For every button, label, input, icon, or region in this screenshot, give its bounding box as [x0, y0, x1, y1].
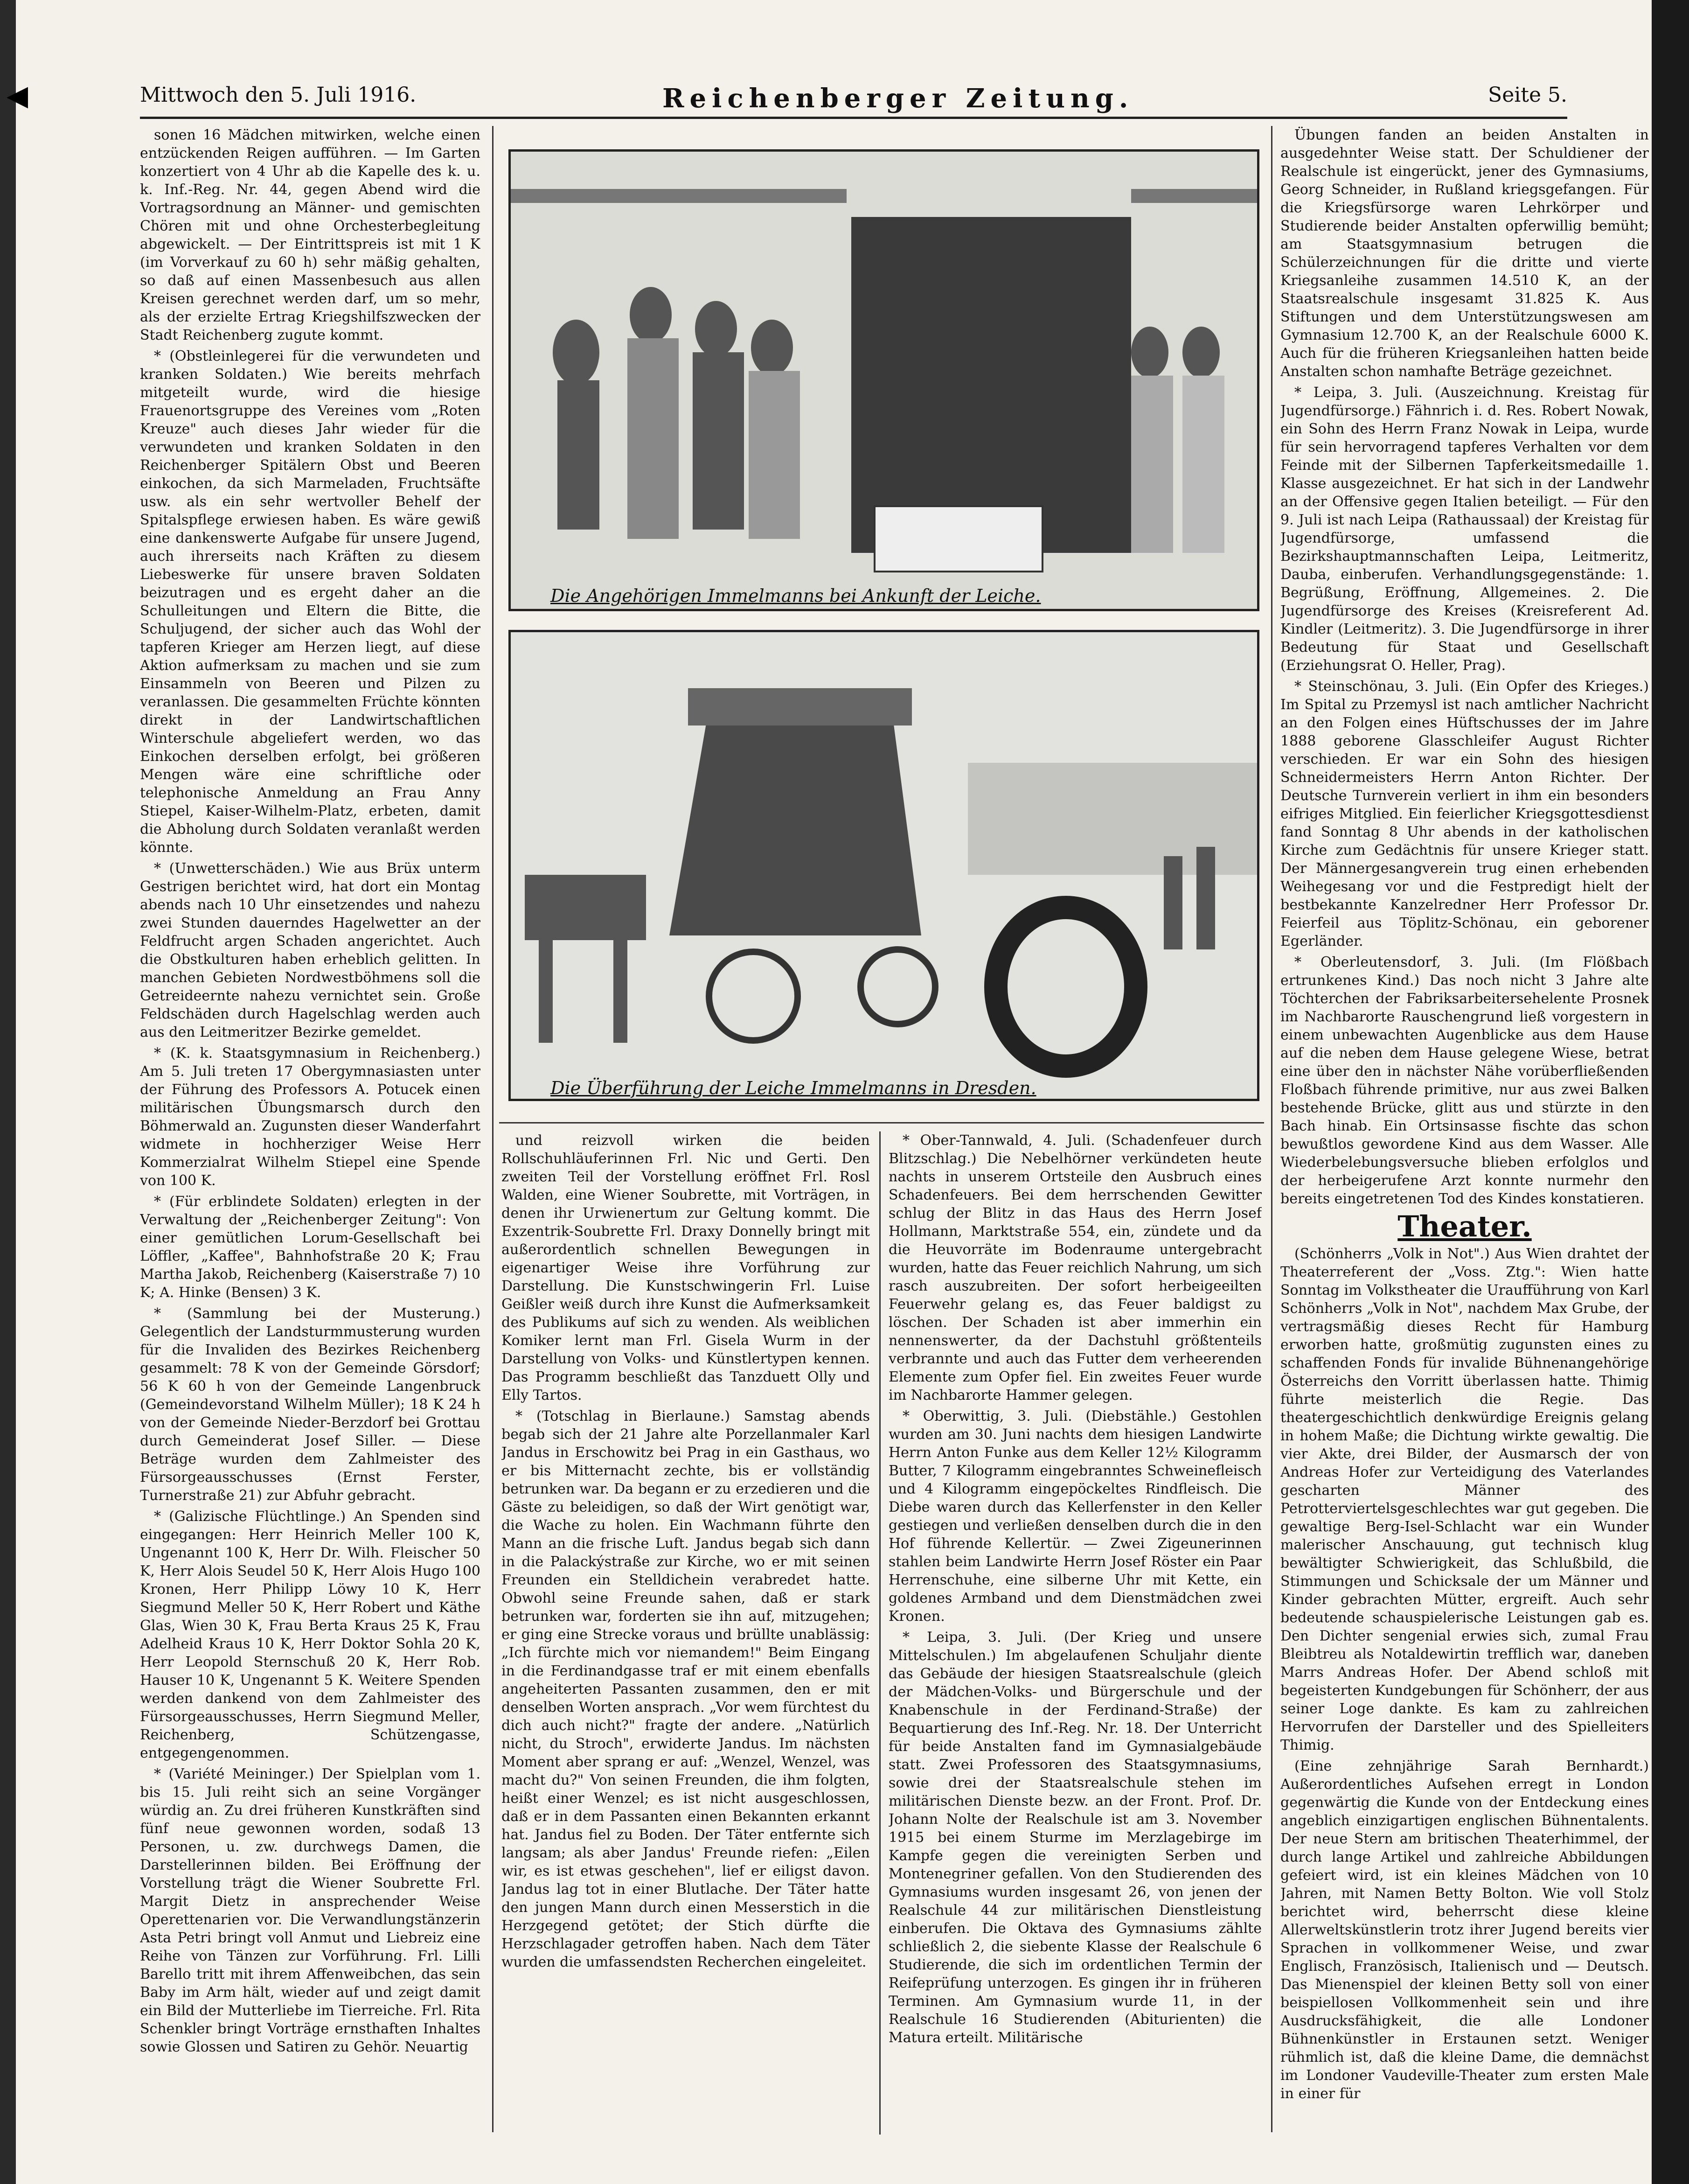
- article-paragraph: * (K. k. Staatsgymnasium in Reichenberg.) Am 5. Juli treten 17 Obergymnasiasten unter der Führung des Professors A. Potucek einen militärischen Übungsmarsch durch den Böhmerwald an. Zugunsten dieser Wanderfahrt widmete in hochherziger Weise Herr Kommerzialrat Wilhelm Stiepel eine Spende von 100 K.: [140, 1045, 480, 1189]
- article-paragraph: * (Für erblindete Soldaten) erlegten in der Verwaltung der „Reichenberger Zeitung": Von einer gemütlichen Lorum-Gesellschaft bei Löffler, „Kaffee", Bahnhofstraße 20 K; Frau Martha Jakob, Reichenberg (Kaiserstraße 7) 10 K; A. Hinke (Bensen) 3 K.: [140, 1193, 480, 1301]
- article-paragraph: * (Unwetterschäden.) Wie aus Brüx unterm Gestrigen berichtet wird, hat dort ein Montag abends nach 10 Uhr einsetzendes und nahezu zwei Stunden dauerndes Hagelwetter an der Feldfrucht argen Schaden angerichtet. Auch die Obstkulturen haben erheblich gelitten. In manchen Gebieten Nordwestböhmens soll die Getreideernte nahezu vernichtet sein. Große Feldschäden durch Hagelschlag werden auch aus den Leitmeritzer Bezirke gemeldet.: [140, 860, 480, 1040]
- column-rule: [492, 126, 493, 2132]
- article-paragraph: Übungen fanden an beiden Anstalten in ausgedehnter Weise statt. Der Schuldiener der Realschule ist eingerückt, jener des Gymnasiums, Georg Schneider, in Rußland kriegsgefangen. Für die Kriegsfürsorge waren Lehrkörper und Studierende beider Anstalten opferwillig bemüht; am Staatsgymnasium betrugen die Schülerzeichnungen für die dritte und vierte Kriegsanleihe zusammen 14.510 K, an der Staatsrealschule insgesamt 31.825 K. Aus Stiftungen und dem Unterstützungswesen am Gymnasium 12.700 K, an der Realschule 6000 K. Auch für die früheren Kriegsanleihen hatten beide Anstalten schon namhafte Beträge gezeichnet.: [1280, 127, 1649, 380]
- right-dark-edge: [1652, 0, 1689, 2184]
- column-3: [889, 1131, 1262, 2135]
- column-2: [501, 1131, 870, 2135]
- header-title: Reichenberger Zeitung.: [662, 83, 1134, 114]
- column-4: [1280, 126, 1649, 2132]
- article-paragraph: * (Sammlung bei der Musterung.) Gelegentlich der Landsturmmusterung wurden für die Invaliden des Bezirkes Reichenberg gesammelt: 78 K von der Gemeinde Görsdorf; 56 K 60 h von der Gemeinde Langenbruck (Gemeindevorstand Wilhelm Müller); 18 K 24 h von der Gemeinde Nieder-Berzdorf bei Grottau durch Gemeinderat Josef Siller. — Diese Beträge wurden dem Zahlmeister des Fürsorgeausschusses (Ernst Ferster, Turnerstraße 21) zur Abfuhr gebracht.: [140, 1305, 480, 1504]
- article-paragraph: * (Galizische Flüchtlinge.) An Spenden sind eingegangen: Herr Heinrich Meller 100 K, Ungenannt 100 K, Herr Dr. Wilh. Fleischer 50 K, Herr Alois Seudel 50 K, Herr Alois Hugo 100 Kronen, Herr Philipp Löwy 10 K, Herr Siegmund Meller 50 K, Herr Robert und Käthe Glas, Wien 30 K, Frau Berta Kraus 25 K, Frau Adelheid Kraus 10 K, Herr Doktor Sohla 20 K, Herr Leopold Sternschuß 20 K, Herr Rob. Hauser 10 K, Ungenannt 5 K. Weitere Spenden werden dankend von dem Zahlmeister des Fürsorgeausschusses, Herrn Siegmund Meller, Reichenberg, Schützengasse, entgegengenommen.: [140, 1508, 480, 1761]
- left-binding-edge: [0, 0, 16, 2184]
- article-paragraph: * Leipa, 3. Juli. (Der Krieg und unsere Mittelschulen.) Im abgelaufenen Schuljahr diente das Gebäude der hiesigen Staatsrealschule (gleich der Mädchen-Volks- und Bürgerschule und der Knabenschule in der Ferdinand-Straße) der Bequartierung des Inf.-Reg. Nr. 18. Der Unterricht für beide Anstalten fand im Gymnasialgebäude statt. Zwei Professoren des Staatsgymnasiums, sowie drei der Staatsrealschule stehen im militärischen Dienste bezw. an der Front. Prof. Dr. Johann Nolte der Realschule ist am 3. November 1915 bei einem Sturme im Merzlagebirge im Kampfe gegen die vereinigten Serben und Montenegriner gefallen. Von den Studierenden des Gymnasiums wurden insgesamt 26, von jenen der Realschule 44 zur militärischen Dienstleistung einberufen. Die Oktava des Gymnasiums zählte schließlich 2, die siebente Klasse der Realschule 6 Studierende, die sich im ordentlichen Termin der Reifeprüfung unterzogen. Es gingen ihr in früheren Terminen. Am Gymnasium wurde 11, in der Realschule 16 Studierenden (Abiturienten) die Matura erteilt. Militärische: [889, 1629, 1262, 2046]
- page-header: [140, 79, 1567, 119]
- column-rule: [879, 1131, 881, 2135]
- article-paragraph: * Oberwittig, 3. Juli. (Diebstähle.) Gestohlen wurden am 30. Juni nachts dem hiesigen Landwirte Herrn Anton Funke aus dem Keller 12½ Kilogramm Butter, 7 Kilogramm eingebranntes Schweinefleisch und 4 Kilogramm eingepöckeltes Rindfleisch. Die Diebe waren durch das Kellerfenster in den Keller gestiegen und verließen denselben durch die in den Hof führende Kellertür. — Zwei Zigeunerinnen stahlen beim Landwirte Herrn Josef Röster ein Paar Herrenschuhe, eine silberne Uhr mit Kette, ein goldenes Armband und dem Dienstmädchen zwei Kronen.: [889, 1408, 1262, 1625]
- column-1: [140, 126, 480, 2132]
- photo-immelmann-relatives: [508, 149, 1259, 611]
- article-paragraph: * (Totschlag in Bierlaune.) Samstag abends begab sich der 21 Jahre alte Porzellanmaler Karl Jandus in Erschowitz bei Prag in ein Gasthaus, wo er bis Mitternacht zechte, bis er vollständig betrunken war. Da begann er zu erzedieren und die Gäste zu beleidigen, so daß der Wirt genötigt war, die Wache zu holen. Ein Wachmann führte den Mann an die frische Luft. Jandus begab sich dann in die Palackýstraße zur Kirche, wo er mit seinen Freunden ein Stelldichein verabredet hatte. Obwohl seine Freunde sahen, daß er stark betrunken war, forderten sie ihn auf, mitzugehen; er ging eine Strecke voraus und brüllte unablässig: „Ich fürchte mich vor niemandem!" Beim Eingang in die Ferdinandgasse traf er mit einem ebenfalls angeheiterten Passanten zusammen, den er mit denselben Worten ansprach. „Vor wem fürchtest du dich auch nicht?" fragte der andere. „Natürlich nicht, du Stroch", erwiderte Jandus. Im nächsten Moment aber sprang er auf: „Wenzel, Wenzel, was macht du?" Von seinen Freunden, die ihm folgten, heißt einer Wenzel; es ist nicht ausgeschlossen, daß er in dem Passanten einen Bekannten erkannt hat. Jandus fiel zu Boden. Der Täter entfernte sich langsam; als aber Jandus' Freunde riefen: „Eilen wir, es ist etwas geschehen", lief er eiligst davon. Jandus lag tot in einer Blutlache. Der Täter hatte den jungen Mann durch einen Messerstich in die Herzgegend getötet; der Stich dürfte die Herzschlagader getroffen haben. Nach dem Täter wurden die umfassendsten Recherchen eingeleitet.: [501, 1408, 870, 1970]
- article-paragraph: * Oberleutensdorf, 3. Juli. (Im Flößbach ertrunkenes Kind.) Das noch nicht 3 Jahre alte Töchterchen der Fabriksarbeitersehelente Prosnek im Nachbarorte Rauschengrund ließ vorgestern in einem unbewachten Augenblicke aus dem Hause auf die neben dem Hause gelegene Wiese, betrat eine über den in nächster Nähe vorüberfließenden Floßbach führende primitive, nur aus zwei Balken bestehende Brücke, glitt aus und stürzte in den Bach hinab. Ein Ortsinsasse fischte das schon bewußtlos gewordene Kind aus dem Wasser. Alle Wiederbelebungsversuche blieben erfolglos und der herbeigerufene Arzt konnte nurmehr den bereits eingetretenen Tod des Kindes konstatieren.: [1280, 954, 1649, 1207]
- figure-caption: Die Angehörigen Immelmanns bei Ankunft der Leiche.: [550, 586, 1041, 606]
- article-paragraph: sonen 16 Mädchen mitwirken, welche einen entzückenden Reigen aufführen. — Im Garten konzertiert von 4 Uhr ab die Kapelle des k. u. k. Inf.-Reg. Nr. 44, gegen Abend wird die Vortragsordnung an Männer- und gemischten Chören mit und ohne Orchesterbegleitung abgewickelt. — Der Eintrittspreis ist mit 1 K (im Vorverkauf zu 60 h) sehr mäßig gehalten, so daß auf einen Massenbesuch aus allen Kreisen gerechnet werden darf, um so mehr, als der erzielte Ertrag Kriegshilfszwecken der Stadt Reichenberg zugute kommt.: [140, 127, 480, 343]
- article-paragraph: * Ober-Tannwald, 4. Juli. (Schadenfeuer durch Blitzschlag.) Die Nebelhörner verkündeten heute nachts in unserem Ortsteile den Ausbruch eines Schadenfeuers. Bei dem herrschenden Gewitter schlug der Blitz in das Haus des Herrn Josef Hollmann, Marktstraße 554, ein, zündete und da die Heuvorräte im Bodenraume untergebracht wurden, hatte das Feuer reichlich Nahrung, um sich rasch auszubreiten. Der sofort herbeigeeilten Feuerwehr gelang es, das Feuer baldigst zu löschen. Der Schaden ist aber immerhin ein nennenswerter, da der Dachstuhl größtenteils verbrannte und auch das Futter dem verheerenden Elemente zum Opfer fiel. Ein zweites Feuer wurde im Nachbarorte Hammer gelegen.: [889, 1132, 1262, 1403]
- article-paragraph: * (Obstleinlegerei für die verwundeten und kranken Soldaten.) Wie bereits mehrfach mitgeteilt wurde, wird die hiesige Frauenortsgruppe des Vereines vom „Roten Kreuze" auch dieses Jahr wieder für die verwundeten und kranken Soldaten in den Reichenberger Spitälern Obst und Beeren einkochen, da sich Marmeladen, Fruchtsäfte usw. als ein sehr wertvoller Behelf der Spitalspflege erwiesen haben. Es wäre gewiß eine dankenswerte Aufgabe für unsere Jugend, auch ihrerseits nach Kräften zu diesem Liebeswerke für unsere braven Soldaten beizutragen und es ergeht daher an die Schulleitungen und Eltern die Bitte, die Schuljugend, der sicher auch das Wohl der tapferen Krieger am Herzen liegt, auf diese Aktion aufmerksam zu machen und sie zum Einsammeln von Beeren und Pilzen zu veranlassen. Die gesammelten Früchte könnten direkt in der Landwirtschaftlichen Winterschule abgeliefert werden, wo das Einkochen derselben erfolgt, bei größeren Mengen wäre eine schriftliche oder telephonische Anmeldung an Frau Anny Stiepel, Kaiser-Wilhelm-Platz, erbeten, damit die Abholung durch Soldaten veranlaßt werden könnte.: [140, 348, 480, 856]
- photo-immelmann-funeral: [508, 630, 1259, 1101]
- article-paragraph: und reizvoll wirken die beiden Rollschuhläuferinnen Frl. Nic und Gerti. Den zweiten Teil der Vorstellung eröffnet Frl. Rosl Walden, eine Wiener Soubrette, mit Vorträgen, in denen ihr Urwienertum zur Geltung kommt. Die Exzentrik-Soubrette Frl. Draxy Donnelly bringt mit außerordentlich schnellen Bewegungen in eigenartiger Weise ihre Vorführung zur Darstellung. Die Kunstschwingerin Frl. Luise Geißler weiß durch ihre Kunst die Aufmerksamkeit des Publikums auf sich zu wenden. Als weiblichen Komiker lernt man Frl. Gisela Wurm in der Darstellung von Volks- und Künstlertypen kennen. Das Programm beschließt das Tanzduett Olly und Elly Tartos.: [501, 1132, 870, 1403]
- figure-caption: Die Überführung der Leiche Immelmanns in Dresden.: [550, 1078, 1036, 1098]
- pin-mark-icon: ◀: [7, 79, 28, 112]
- column-rule: [1271, 126, 1272, 2132]
- section-heading-theater: Theater.: [1397, 1209, 1532, 1243]
- section-rule: [499, 1122, 1264, 1123]
- article-paragraph: (Schönherrs „Volk in Not".) Aus Wien drahtet der Theaterreferent der „Voss. Ztg.": Wien hatte Sonntag im Volkstheater die Uraufführung von Karl Schönherrs „Volk in Not", nachdem Max Grube, der vertragsmäßig dieses Recht für Hamburg erworben hatte, großmütig zugunsten eines zu schaffenden Fonds für invalide Bühnenangehörige Österreichs den Vorritt überlassen hatte. Thimig führte meisterlich die Regie. Das theatergeschichtlich denkwürdige Ereignis gelang in hohem Maße; die Dichtung wirkte gewaltig. Die vier Akte, drei Bilder, der Ausmarsch der von Andreas Hofer zur Verteidigung des Vaterlandes gescharten Männer des Petrotterviertelsgeschlechtes war gut gegeben. Die gewaltige Berg-Isel-Schlacht war ein Wunder malerischer Anschauung, gut technisch klug bewältigter Schwierigkeit, das Schlußbild, die Stimmungen und Schicksale der um Männer und Kinder gebrachten Mütter, ergreift. Auch sehr bedeutende schauspielerische Leistungen gab es. Den Dichter sengenial erwies sich, zumal Frau Bleibtreu als Notaldewirtin trefflich war, daneben Marrs Andreas Hofer. Der Abend schloß mit begeisterten Kundgebungen für Schönherr, der aus seiner Loge dankte. Es kam zu zahlreichen Hervorrufen der Darsteller und des Spielleiters Thimig.: [1280, 1246, 1649, 1753]
- article-paragraph: (Eine zehnjährige Sarah Bernhardt.) Außerordentliches Aufsehen erregt in London gegenwärtig die Kunde von der Entdeckung eines angeblich einzigartigen englischen Bühnentalents. Der neue Stern am britischen Theaterhimmel, der durch lange Artikel und zahlreiche Abbildungen gefeiert wird, ist ein kleines Mädchen von 10 Jahren, mit Namen Betty Bolton. Wie voll Stolz berichtet wird, beherrscht diese kleine Allerweltskünstlerin trotz ihrer Jugend bereits vier Sprachen in vollkommener Weise, und zwar Englisch, Französisch, Italienisch und — Deutsch. Das Mienenspiel der kleinen Betty soll von einer beispiellosen Vollkommenheit sein und ihre Ausdrucksfähigkeit, die alle Londoner Bühnenkünstler in Erstaunen setzt. Weniger rühmlich ist, daß die kleine Dame, die demnächst im Londoner Vaudeville-Theater zum ersten Male in einer für: [1280, 1758, 1649, 2102]
- article-paragraph: * Steinschönau, 3. Juli. (Ein Opfer des Krieges.) Im Spital zu Przemysl ist nach amtlicher Nachricht an den Folgen eines Hüftschusses der im Jahre 1888 geborene Glasschleifer August Richter verschieden. Er war ein Sohn des hiesigen Schneidermeisters Herrn Anton Richter. Der Deutsche Turnverein verliert in ihm ein besonders eifriges Mitglied. Ein feierlicher Kriegsgottesdienst fand Sonntag 8 Uhr abends in der katholischen Kirche zum Gedächtnis für unsere Krieger statt. Der Männergesangverein trug einen erhebenden Weihegesang vor und die Festpredigt hielt der bestbekannte Kanzelredner Herr Professor Dr. Feierfeil aus Töplitz-Schönau, ein geborener Egerländer.: [1280, 678, 1649, 949]
- article-paragraph: * Leipa, 3. Juli. (Auszeichnung. Kreistag für Jugendfürsorge.) Fähnrich i. d. Res. Robert Nowak, ein Sohn des Herrn Franz Nowak in Leipa, wurde für sein hervorragend tapferes Verhalten vor dem Feinde mit der Silbernen Tapferkeitsmedaille 1. Klasse ausgezeichnet. Er hat sich in der Landwehr an der Offensive gegen Italien beteiligt. — Für den 9. Juli ist nach Leipa (Rathaussaal) der Kreistag für Jugendfürsorge, umfassend die Bezirkshauptmannschaften Leipa, Leitmeritz, Dauba, einberufen. Verhandlungsgegenstände: 1. Begrüßung, Eröffnung, Allgemeines. 2. Die Jugendfürsorge des Kreises (Kreisreferent Ad. Kindler (Leitmeritz). 3. Die Jugendfürsorge in ihrer Bedeutung für Staat und Gesellschaft (Erziehungsrat O. Heller, Prag).: [1280, 384, 1649, 674]
- header-date: Mittwoch den 5. Juli 1916.: [140, 83, 417, 107]
- header-page-number: Seite 5.: [1488, 83, 1567, 107]
- article-paragraph: * (Variété Meininger.) Der Spielplan vom 1. bis 15. Juli reiht sich an seine Vorgänger würdig an. Zu drei früheren Kunstkräften sind fünf neue gewonnen worden, sodaß 13 Personen, u. zw. durchwegs Damen, die Darstellerinnen bilden. Bei Eröffnung der Vorstellung trägt die Wiener Soubrette Frl. Margit Dietz in ansprechender Weise Operettenarien vor. Die Verwandlungstänzerin Asta Petri bringt voll Anmut und Liebreiz eine Reihe von Tänzen zur Vorführung. Frl. Lilli Barello tritt mit ihrem Affenweibchen, das sein Baby im Arm hält, wieder auf und zeigt damit ein Bild der Mutterliebe im Tierreiche. Frl. Rita Schenkler bringt Vorträge ernsthaften Inhaltes sowie Glossen und Satiren zu Gehör. Neuartig: [140, 1766, 480, 2055]
